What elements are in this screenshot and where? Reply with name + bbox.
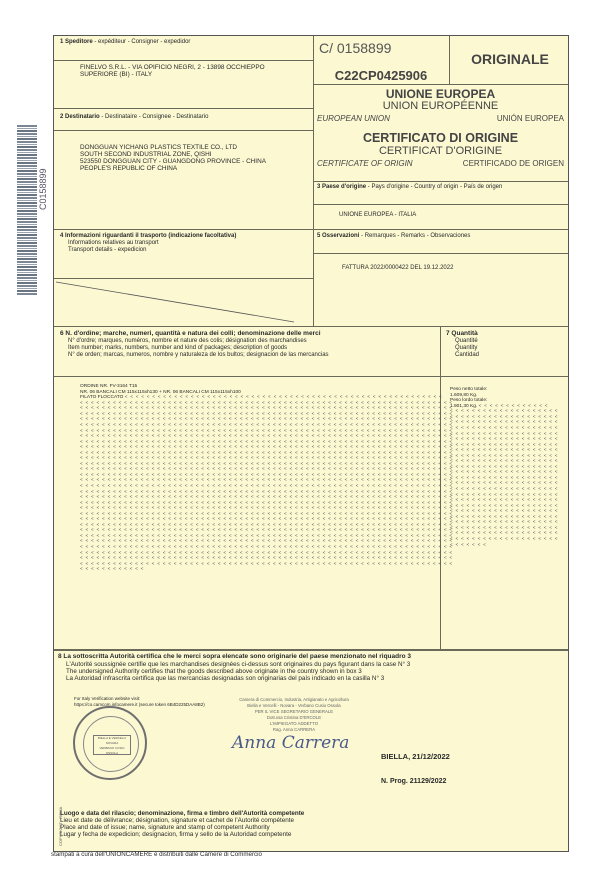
- consigner-line: SUPERIORE (BI) - ITALY: [80, 71, 153, 78]
- issue-label-en: Place and date of issue; name, signature and stamp of competent Authority: [60, 824, 270, 831]
- box6-label-fr: N° d'ordre; marques, numéros, nombre et nature des colis; désignation des marchandises: [68, 338, 307, 344]
- certificate-form: [53, 35, 569, 852]
- consignee-line: SOUTH SECOND INDUSTRIAL ZONE, QISHI: [80, 151, 212, 158]
- filler-block: < < < < < < < < < < < < < < < < < < < < < < < < < < < < < < < < < < < < < < < < < < < < < < < < < < < < < < < < < < < < < < < < < < < < < < < < < < < < < < < < < < < < < < < < < < < < < < < < < < < < < < < < < < < < < < < < < < < < < < < < < < < < < < < < < < < < < < < < < < < < < < < < < < < < < < < < < < < < < < < < < < < < < < < < < < < < < < < < < < < < < < < < < < < < < < < < < < < < < < < < < < < < < < < < < < < < < < < < < < < < < < < < < < < < < < < < < < < < < < < < < < < < < < < < < < < < < < < < < < < < < < < < < < < < < < < < < < < < < < < < < < < < < < < < < < < < < < < < < < < < < < < < < < < < < < < < < < < < < < < < < < < < < < < < < < < < < < < < < < < < < < < < < < < < < < < < < < < < < < < < < < < < < < < < < < < < < < < < < < < < < < < < < < < < < < < < < < < < < < < < < < < < < < < < < < < < < < < < < < < < < < < < < < < < < < < < < < < < < < < < < < < < < < < < < < < < < < < < < < < < < < < < < < < < < < < < < < < < < < < < < < < < < < < < < < < < < < < < < < < < < < < < < < < < < < < < < < < < < < < < < < < < < < < < < < < < < < < < < < < < < < < < < < < < < < < < < < < < < < < < < < < < < < < < < < < < < < < < < < < < < < < < < < < < < < < < < < < < < < < < < < < < < < < < < < < < < < < < < < < < < < < < < < < < < < < < < < < < < < < < < < < < < < < < < < < < < < < < < < < < < < < < < < < < < < < < < < < < < < < < < < < < < < < < < < < < < < < < < < < < < < < < < < < < < < < < < < < < < < < < < < < < < < < < < < < < < < < < < < < < < < < < < < < < < < < < < < < < < < < < < < < < < < < < < < < < < < < < < < < < < < < < < < < < < < < < < < < < < < < < < < < < < < < < < < < < < < < < < < < < < < < < < < < < < < < < < < < < < < < < < < < < < < < < < < < < < < < < < < < < < < < < < < < < < < < < < < < < < < < < < < < < < < < < < < < < < < < < < < < < < < < < < < < < < < < < < < < < < < < < < < < < < < < < < < < < < < < < < < < < < < < < < < < < < < < < < < < < < < < < < < < < < < < < < < < < < < < < < < < < < < < < < < < < < < < < < < < < < < < < < < < < < < < < < < < < < < < < < < < < < < < < < < < < < < < < < < < < < < < < < < < < < < < < < < < < < < < < < < < < < < < < < < < < < < < < < < < < < < < < < < < < < < < < < < < < < < < < < < < < < < < < < < < < < < < < < < < < < < < < < < < < < < < < < < < < < < < < < < < < < < < < < < < < < < < < < < < < < < < < < < < < < < < < < < < < < < < < < < < < < < < < < < < < < < < < < < < < < < < < < < < < < < < < < < < < < < < < < < < < < < < < < < < < < < < < < < < < < < < < < < < < < < < < < < < < < < < < < < < < < < < < < < < < < < < < < < < < < < < < < < < < < < < < < < < < < < < < < < < < < < < < < < < < < < < < < < < < < < < < < < < < < < < < < < < < < < < < < < < < < < < < < < < < < < < < < < < < < < < < < < < < < < < < < < < < < < < < < < < < < < < < < < < < < < < < < < < < < < < < < < < < < < < < < < < < < < < < < < < < < < < < < < < < < < < < < < < < < < < < < < < < < < < < < < < < < < < < < < < < < < < < < < < < < < < < < < < < < < < < < < < < < < < < < < < < < < < < < < < < < < < < < < < < < < < < < < < < < < < < < < < < < < < < < < < < < < < < < < < < < < < < < < < < < < < < < < < < < < < < < < < < < < < < < < < < < < < < < < < < < < < < < < < < < < < < < < < < < < < < < < < < < < < < < < < < < < < < < < < < < < < < < < < < < < < < < < < < < < < < < < < < < < < < < < < < < < < < < < < < < < < < < < < < < < < < < < < < < < < < < < < < < < < < < < < < < < < < < < < < < < < < < < < < < < < < < < < < < < < < < < < < < < < < < < < < < < < < < < < < < < < < < < < < < < < < < < < < < < < < < < < < < < < < < < < < < < < < < < < < < < < < < < < < < < < < < < < < < < < < < < < < < < < < < < < < < < < < < < < < < < < < < < < < < < < < < < < < < < < < < < < < < < < < < < < < < < < < < < < < < < < < < < < < < < < < < < < < < < < < < < < < < < < < < < < < < < < < < < < < < < < < < < < < < < < < < < < < < < < < < < < < < < < < < < < < < < < < < < < < < < < < < < < < < < < < < < < < < < < < < < < < < < < < < < < < < < < < < < < < < < < < < < < < < < < < < < < < < < < < < < < < < < < < < < < < < < < < < < < < < < < < < < < < < < < < < < < < < < < < < < < < < < < < < < < <: [80, 400, 453, 573]
- serial-number: C/ 0158899: [319, 40, 392, 56]
- box6-label-es: N° de orden; marcas, numeros, nombre y naturaleza de los bultos; designacion de las mercancias: [68, 352, 329, 358]
- verification-label: For Italy Verification website visit:: [74, 696, 141, 701]
- goods-line: FILATO FLOCCATO: [80, 395, 124, 401]
- consigner-line: FINELVO S.R.L. - VIA OPIFICIO NEGRI, 2 - 13898 OCCHIEPPO: [80, 64, 265, 71]
- union-en: EUROPEAN UNION: [317, 114, 390, 123]
- box8-label-fr: L'Autorité soussignée certifie que les marchandises designées ci-dessus sont originaires du pays figurant dans la case N° 3: [66, 661, 411, 668]
- progressive-number: N. Prog. 21129/2022: [381, 778, 447, 785]
- originale-label: ORIGINALE: [471, 51, 549, 67]
- goods-line: ORDINE NR. FV-3164 T15: [80, 384, 138, 389]
- signature: Anna Carrera: [232, 733, 350, 753]
- country-of-origin: UNIONE EUROPEA - ITALIA: [339, 212, 417, 218]
- place-date: BIELLA, 21/12/2022: [381, 752, 450, 761]
- barcode: [17, 125, 37, 295]
- cert-fr: CERTIFICAT D'ORIGINE: [378, 145, 503, 157]
- footer-note: stampati a cura dell'UNIONCAMERE e distribuiti dalle Camere di Commercio: [51, 851, 262, 858]
- verification-info: [74, 696, 205, 707]
- box8-label: 8 La sottoscritta Autorità certifica che le merci sopra elencate sono originarie del paese menzionato nel riquadro 3: [58, 653, 412, 660]
- box5-label: 5 Osservazioni - Remarques - Remarks - Observaciones: [317, 233, 471, 239]
- gross-weight-label: Peso lordo totale:: [450, 398, 488, 404]
- cert-it: CERTIFICATO DI ORIGINE: [362, 131, 519, 145]
- box7-label-en: Quantity: [455, 345, 478, 351]
- certificate-code: C22CP0425906: [334, 68, 428, 83]
- box7-label-es: Cantidad: [455, 352, 480, 358]
- issue-label-fr: Lieu et date de délivrance; désignation, signature et cachet de l'Autorité compétente: [60, 817, 294, 824]
- box4-label: 4 Informazioni riguardanti il trasporto (indicazione facoltativa): [60, 233, 237, 239]
- box6-label: 6 N. d'ordine; marche, numeri, quantità e natura dei colli; denominazione delle merci: [60, 330, 321, 337]
- diagonal-strike-line: [54, 278, 313, 326]
- box1-label: 1 Speditore - expéditeur - Consigner - expedidor: [60, 39, 191, 45]
- side-serial-number: C0158899: [38, 168, 48, 210]
- box2-label: 2 Destinatario - Destinataire - Consignee - Destinatario: [60, 114, 209, 120]
- cert-es: CERTIFICADO DE ORIGEN: [462, 159, 564, 168]
- box4-label-en: Transport details - expedicion: [68, 247, 147, 253]
- box7-label-fr: Quantité: [455, 338, 478, 344]
- remarks-value: FATTURA 2022/0000422 DEL 19.12.2022: [342, 265, 454, 271]
- goods-description: [80, 384, 452, 573]
- chamber-stamp: BIELLA E VERCELLI NOVARA VERBANO CUSIO OSSOLA: [73, 706, 147, 780]
- box8-label-es: La Autoridad infrascrita certifica que las mercancias designadas son originarias del país indicado en la casilla N° 3: [66, 675, 385, 682]
- union-es: UNIÓN EUROPEA: [496, 114, 564, 123]
- issue-label-es: Lugar y fecha de expedicion; designacion, firma y sello de la Autoridad competente: [60, 831, 292, 838]
- box4-label-fr: Informations relatives au transport: [68, 240, 159, 246]
- consignee-line: 523550 DONGGUAN CITY - GUANGDONG PROVINCE - CHINA: [80, 158, 266, 165]
- box8-label-en: The undersigned Authority certifies that the goods described above originate in the country shown in box 3: [66, 668, 362, 675]
- gross-weight-value: 1.901,30 Kg.: [450, 403, 478, 409]
- filler-line: < < < < < < < < < < < < <: [478, 403, 548, 409]
- box6-label-en: Item number; marks, numbers, number and kind of packages; description of goods: [68, 345, 288, 351]
- issue-label: Luogo e data del rilascio; denominazione, firma e timbro dell'Autorità competente: [60, 810, 305, 817]
- goods-line: NR. 06 BANCALI CM 115x115xh130 + NR. 06 BANCALI CM 115x115xh100: [80, 389, 241, 395]
- verification-url[interactable]: https://co.camcom.infocamere.it (secure token 6B4D225DAA8B2): [74, 701, 205, 707]
- union-it: UNIONE EUROPEA: [385, 87, 496, 101]
- net-weight-value: 1.609,80 Kg.: [450, 392, 478, 398]
- net-weight-label: Peso netto totale:: [450, 387, 488, 392]
- quantity-values: [450, 387, 558, 548]
- consignee-line: DONGGUAN YICHANG PLASTICS TEXTILE CO., LTD: [80, 144, 237, 151]
- union-fr: UNION EUROPÉENNE: [382, 100, 499, 112]
- filler-block: < < < < < < < < < < < < < < < < < < < < < < < < < < < < < < < < < < < < < < < < < < < < < < < < < < < < < < < < < < < < < < < < < < < < < < < < < < < < < < < < < < < < < < < < < < < < < < < < < < < < < < < < < < < < < < < < < < < < < < < < < < < < < < < < < < < < < < < < < < < < < < < < < < < < < < < < < < < < < < < < < < < < < < < < < < < < < < < < < < < < < < < < < < < < < < < < < < < < < < < < < < < < < < < < < < < < < < < < < < < < < < < < < < < < < < < < < < < < < < < < < < < < < < < < < < < < < < < < < < < < < < < < < < < < < < < < < < < < < < < < < < < < < < < < < < < < < < < < < < < < < < < < < < < < < < < < < < < < < < < < < < < < < < < < < < < < < < < < < < < < < < < < < < < < < < < < < < < < < < < < < < < < < < < < < < < < < < < < < < < < < < < < < < < < < < < < < < < < < < < < < < < < < < < < < < < < < < < < < < < < < < < < < < < < < < < < < < < < < < < < < < < < < < < < < < < < < < < < < < < < < < < < < < < < < < < < < < < < < < < < < < < < < < <: [450, 409, 558, 548]
- filler-line: < < < < < < < < < < < < < < < < < < < < < < < < < < < < < < < < < < < < < < < < < < < < < < < < < < < < < < < < < <: [124, 395, 442, 401]
- box7-label: 7 Quantità: [446, 330, 478, 337]
- consignee-line: PEOPLE'S REPUBLIC OF CHINA: [80, 165, 178, 172]
- copyright-note: COPYRIGHT - ROMA: [58, 806, 63, 846]
- cert-en: CERTIFICATE OF ORIGIN: [317, 159, 413, 168]
- box3-label: 3 Paese d'origine - Pays d'origine - Country of origin - País de origen: [317, 184, 503, 190]
- authority-stamp: Camera di Commercio, Industria, Artigianato e Agricoltura Biella e Vercelli - Novara - Verbano Cusio Ossola PER IL VICE SEGRETARIO GENERALE Dott.ssa Cristina D'ERCOLE L'IMPIEGATO ADDETTO Rag. Anna CARRERA: [239, 697, 349, 732]
